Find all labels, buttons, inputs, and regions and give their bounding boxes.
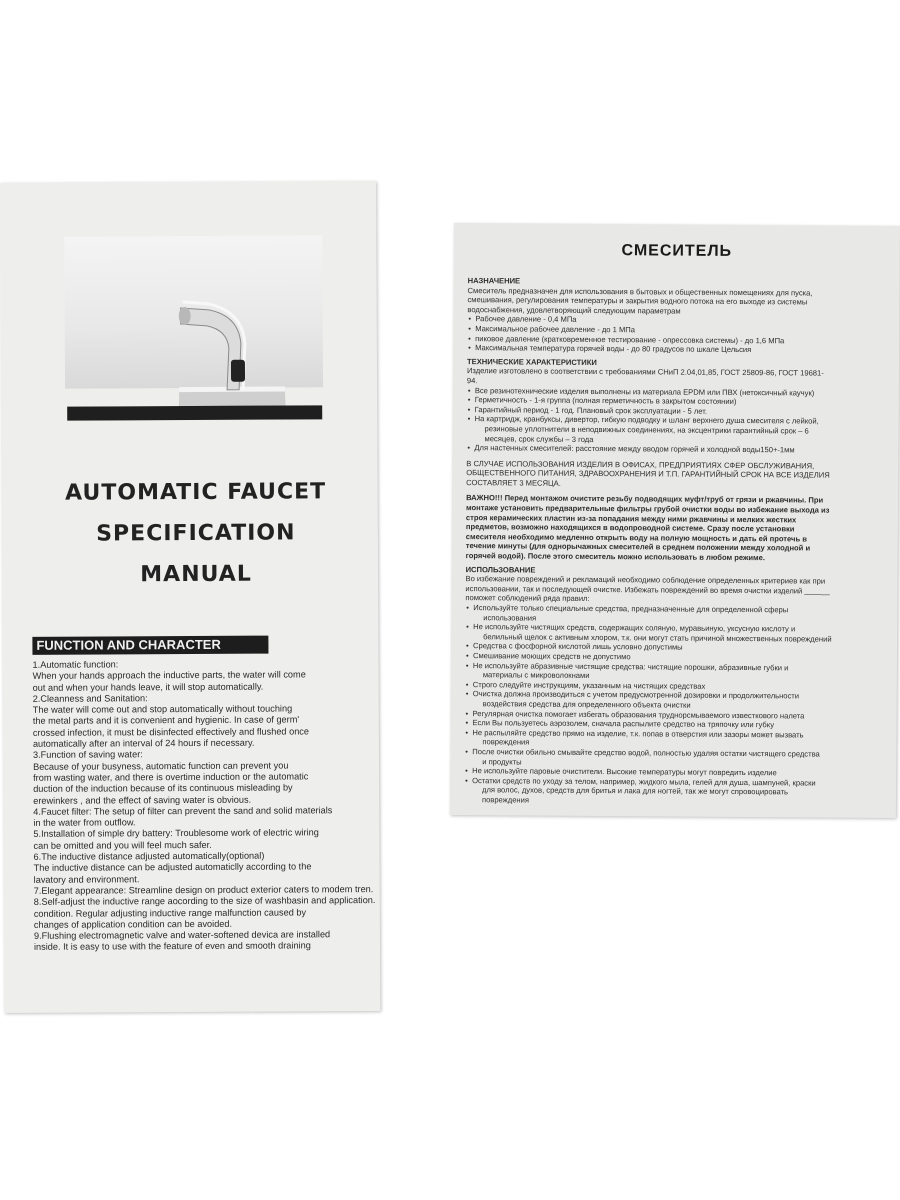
- ru-line: смесителя необходимо медленно открыть воду на полную мощность и дать ей протечь в: [465, 531, 807, 544]
- ru-line: • Не используйте паровые очистители. Высокие температуры могут повредить изделие: [464, 766, 888, 779]
- ru-line: материалы с микроволокнами: [482, 670, 590, 681]
- ru-line: 94.: [466, 376, 478, 386]
- ru-line: В СЛУЧАЕ ИСПОЛЬЗОВАНИЯ ИЗДЕЛИЯ В ОФИСАХ, ПРЕДПРИЯТИЯХ СФЕР ОБСЛУЖИВАНИЯ,: [466, 458, 815, 471]
- ru-line: • На картридж, кранбуксы, дивертор, гибкую подводку и шланг верхнего душа смесителя с лейкой,: [467, 414, 891, 427]
- ru-line: • Рабочее давление - 0,4 МПа: [467, 314, 891, 327]
- ru-line: • Остатки средств по уходу за телом, например, жидкого мыла, гелей для душа, шампуней, краски: [464, 776, 888, 789]
- ru-line: • Герметичность - 1-я группа (полная герметичность в закрытом состоянии): [467, 395, 891, 408]
- ru-line: повреждения: [481, 795, 530, 805]
- ru-line: месяцев, срок службы – 3 года: [484, 433, 594, 444]
- faucet-photo: [64, 235, 323, 388]
- feature-line: crossed infection, it must be disinfected effectively and flushed once: [32, 726, 310, 738]
- ru-text-body: [464, 250, 892, 807]
- feature-line: 9.Flushing electromagnetic valve and water-softened devica are installed: [33, 929, 331, 941]
- ru-line: повреждения: [482, 737, 530, 747]
- ru-line: течение минуты (для однорычажных смесителей в среднем положении между холодной и: [465, 541, 811, 553]
- ru-line: • Если Вы пользуетесь аэрозолем, сначала распылите средство на тряпочку или губку: [464, 718, 888, 731]
- feature-line: out and when your hands leave, it will stop automatically.: [32, 681, 264, 693]
- ru-line: ВАЖНО!!! Перед монтажом очистите резьбу подводящих муфт/труб от грязи и ржавчины. При: [466, 493, 824, 506]
- ru-line: • Не распыляйте средство прямо на изделие, т.к. попав в отверстия или зазоры может вызвать: [464, 728, 888, 741]
- feature-line: duction of the induction because of its continuous misleading by: [33, 782, 293, 795]
- feature-line: erewinkers , and the effect of saving water is obvious.: [33, 794, 252, 806]
- ru-line: • пиковое давление (кратковременное тестирование - опрессовка системы) - до 1,6 МПа: [467, 334, 891, 347]
- ru-line: • Смешивание моющих средств не допустимо: [465, 651, 889, 664]
- ru-line: монтаже установить предварительные фильтры грубой очистки воды во избежание выхода из: [465, 503, 830, 515]
- ru-line: • Все резинотехнические изделия выполнены из материала EPDM или ПВХ (нетоксичный каучук): [467, 386, 891, 399]
- ru-line: водоснабжения, удовлетворяющий следующим параметрам: [467, 304, 681, 316]
- ru-line: для волос, духов, средств для бритья и лака для ногтей, так же могут спровоцировать: [482, 785, 789, 797]
- ru-line: резиновые уплотнители в неподвижных соединениях, на эксцентрики гарантийный срок – 6: [484, 424, 809, 436]
- feature-line: 4.Faucet filter: The setup of filter can prevent the sand and solid materials: [33, 805, 333, 817]
- ru-line: • Максимальная температура горячей воды - до 80 градусов по шкале Цельсия: [467, 343, 891, 356]
- feature-line: the metal parts and it is convenient and hygienic. In case of germ': [32, 714, 300, 727]
- ru-line: • Максимальное рабочее давление - до 1 МПа: [467, 324, 891, 337]
- manual-title: [36, 471, 357, 596]
- feature-line: inside. It is easy to use with the feature of even and smooth draining: [33, 940, 311, 953]
- russian-instruction-sheet: [450, 223, 900, 818]
- feature-line: The inductive distance can be adjusted automaticlly according to the: [33, 861, 312, 874]
- ru-line: • Очистка должна производиться с учетом предусмотренной дозировки и продолжительности: [465, 689, 889, 702]
- ru-section-heading: ТЕХНИЧЕСКИЕ ХАРАКТЕРИСТИКИ: [467, 356, 597, 367]
- feature-line: changes of application condition can be avoided.: [33, 918, 233, 930]
- ru-line: Во избежание повреждений и рекламаций необходимо соблюдение определенных критериев как при: [465, 574, 826, 586]
- feature-line: 1.Automatic function:: [32, 659, 119, 670]
- feature-line: The water will come out and stop automatically without touching: [32, 703, 293, 716]
- ru-line: • Используйте только специальные средства, предназначенные для определенной сферы: [465, 603, 889, 616]
- title-line: AUTOMATIC FAUCET: [65, 479, 327, 506]
- ru-line: горячей водой). После этого смеситель можно использовать в любом режиме.: [465, 551, 766, 563]
- ru-line: ОБЩЕСТВЕННОГО ПИТАНИЯ, ЗДРАВООХРАНЕНИЯ И Т.П. ГАРАНТИЙНЫЙ СРОК НА ВСЕ ИЗДЕЛИЯ: [466, 468, 830, 480]
- feature-line: from wasting water, and there is overtime induction or the automatic: [33, 771, 309, 783]
- ru-line: Смеситель предназначен для использования в бытовых и общественных помещениях для пуска,: [467, 285, 813, 298]
- ru-line: предметов, возможно находящихся в водопроводной системе. Сразу после установки: [465, 522, 795, 534]
- ru-line: воздействия средства для определенного объекта очистки: [482, 699, 691, 710]
- ru-line: СОСТАВЛЯЕТ 3 МЕСЯЦА.: [466, 477, 561, 488]
- ru-section-heading: НАЗНАЧЕНИЕ: [467, 276, 521, 286]
- feature-line: Because of your busyness, automatic function can prevent you: [33, 760, 289, 772]
- feature-line: can be omitted and you will feel much safer.: [33, 839, 212, 851]
- ru-line: и продукты: [482, 756, 522, 766]
- ru-line: Изделие изготовлено в соответствии с требованиями СНиП 2.04,01,85, ГОСТ 25809-86, ГОСТ 19681-: [466, 366, 824, 378]
- ru-line: • Гарантийный период - 1 год. Плановый срок эксплуатации - 5 лет.: [467, 405, 891, 418]
- faucet-illustration: [179, 294, 286, 415]
- feature-line: in the water from outflow.: [33, 817, 136, 828]
- feature-line: automatically after an interval of 24 hours if necessary.: [32, 737, 255, 749]
- feature-line: lavatory and environment.: [33, 873, 140, 885]
- ru-line: строя керамических пластин из-за попадания между ними ржавчины и мелких жестких: [465, 512, 797, 525]
- title-line: SPECIFICATION: [96, 520, 296, 547]
- ru-line: белильный щелок с активным хлором, т.к. они могут стать причиной множественных повреждений: [483, 631, 832, 644]
- feature-list: [32, 658, 376, 953]
- feature-line: 3.Function of saving water:: [32, 749, 143, 761]
- feature-line: 2.Cleanness and Sanitation:: [32, 693, 148, 704]
- ru-line: • Строго следуйте инструкциям, указанным на чистящих средствах: [465, 680, 889, 693]
- ru-line: использовании, так и последующей очистке. Избежать повреждений во время очистки изделий ______: [465, 583, 830, 596]
- feature-line: 5.Installation of simple dry battery: Troublesome work of electric wiring: [33, 827, 319, 840]
- ru-line: • Для настенных смесителей: расстояние между вводом горячей и холодной воды150+-1мм: [466, 443, 890, 456]
- english-manual-sheet: [0, 181, 380, 1013]
- divider-bar: [67, 405, 322, 420]
- ru-line: • Регулярная очистка помогает избегать образования труднорсмываемого известкового налета: [465, 709, 889, 722]
- ru-line: смешивания, регулирования температуры и закрытия водного потока на его выходе из системы: [467, 295, 808, 307]
- feature-line: 8.Self-adjust the inductive range aocording to the size of washbasin and application.: [33, 895, 376, 908]
- ru-title: СМЕСИТЕЛЬ: [621, 242, 733, 260]
- title-line: MANUAL: [140, 561, 252, 588]
- ru-section-heading: ИСПОЛЬЗОВАНИЕ: [465, 564, 536, 575]
- feature-line: When your hands approach the inductive parts, the water will come: [32, 669, 306, 682]
- ru-line: • Не используйте чистящих средств, содержащих соляную, муравьиную, уксусную кислоту и: [465, 622, 889, 635]
- ru-line: • После очистки обильно смывайте средство водой, полностью удаляя остатки чистящего средства: [464, 747, 888, 760]
- feature-line: 6.The inductive distance adjusted automatically(optional): [33, 850, 265, 862]
- ru-line: • Средства с фосфорной кислотой лишь условно допустимы: [465, 641, 889, 654]
- feature-line: condition. Regular adjusting inductive range malfunction caused by: [33, 906, 307, 919]
- ru-line: • Не используйте абразивные чистящие средства: чистящие порошки, абразивные губки и: [465, 661, 889, 674]
- ru-line: использования: [483, 612, 537, 623]
- ru-line: поможет соблюдений ряда правил:: [465, 593, 590, 604]
- feature-line: 7.Elegant appearance: Streamline design on product exterior caters to modem tren.: [33, 883, 374, 896]
- section-header: FUNCTION AND CHARACTER: [32, 636, 268, 655]
